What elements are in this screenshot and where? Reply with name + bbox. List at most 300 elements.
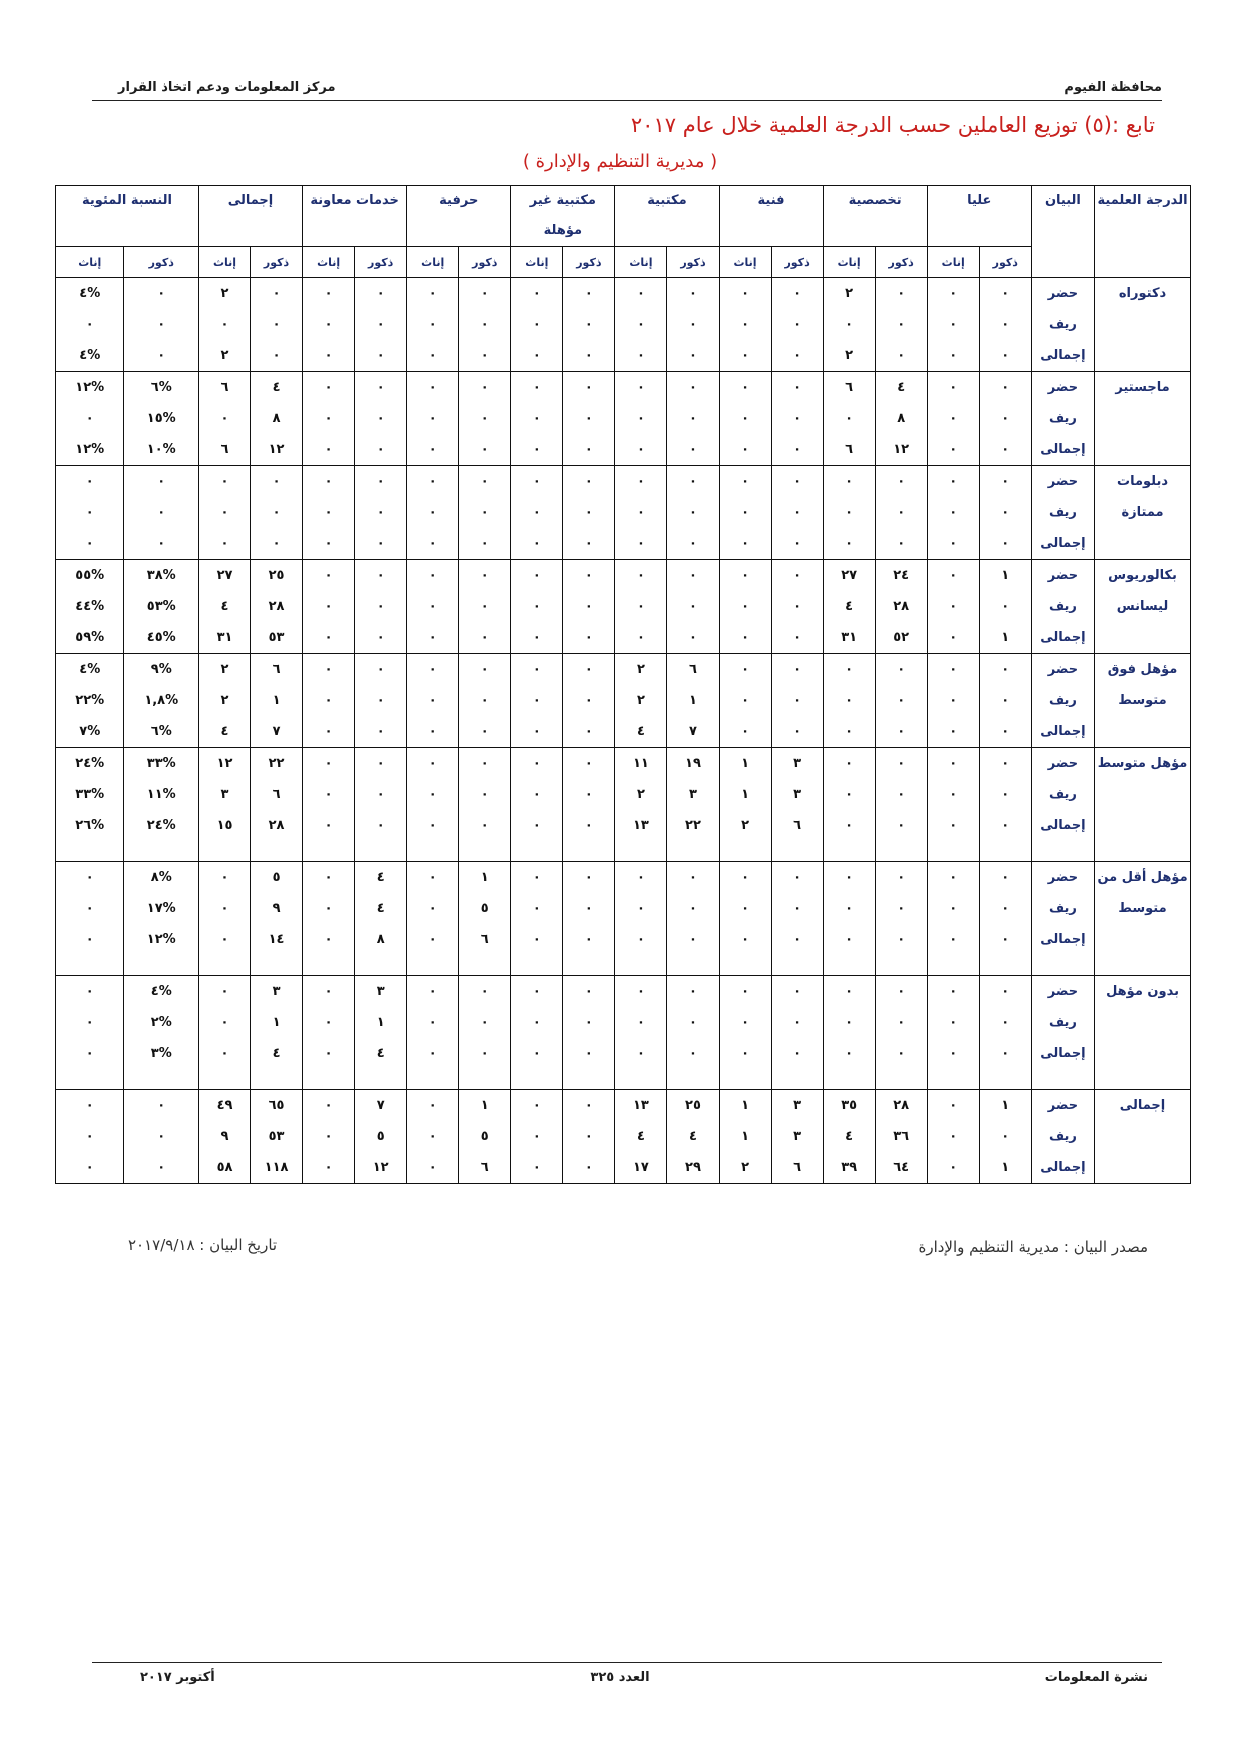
value: ٠: [1001, 474, 1010, 489]
value: ٠: [636, 870, 645, 885]
value-cell: [251, 748, 303, 862]
value: ٠: [1001, 286, 1010, 301]
value-cell: [56, 278, 124, 372]
value: ٢: [636, 662, 645, 677]
value: %١٢: [75, 380, 105, 395]
value: ٠: [324, 1098, 333, 1113]
header-center: مركز المعلومات ودعم اتخاذ القرار: [118, 80, 336, 95]
value: ٠: [324, 724, 333, 739]
value: ٠: [636, 348, 645, 363]
value: ٢٤: [893, 568, 910, 583]
value-cell: [124, 372, 199, 466]
value: ٤: [376, 901, 385, 916]
value-cell: [979, 976, 1031, 1090]
value: ٠: [949, 348, 958, 363]
value: ٠: [324, 1015, 333, 1030]
value-cell: [459, 278, 511, 372]
value: ٠: [480, 380, 489, 395]
statement-cell: [1031, 976, 1094, 1090]
value: ٠: [689, 568, 697, 583]
value: ٠: [220, 901, 229, 916]
value: ٠: [584, 1160, 593, 1175]
value: %٦: [150, 724, 172, 739]
value: ٠: [584, 818, 593, 833]
value: ١: [1001, 630, 1010, 645]
value-cell: [198, 862, 250, 976]
value: ١٢: [893, 442, 910, 457]
value: %٣٣: [75, 787, 105, 802]
value-cell: [563, 560, 615, 654]
value: ٠: [376, 536, 385, 551]
value: ٠: [741, 348, 749, 363]
value: ٠: [324, 662, 333, 677]
value-cell: [511, 862, 563, 976]
value: ٠: [897, 1046, 906, 1061]
value: ١٧: [632, 1160, 649, 1175]
value: ٠: [689, 901, 697, 916]
value: %٥٣: [146, 599, 176, 614]
value: ٨: [897, 411, 906, 426]
value-cell: [56, 862, 124, 976]
value: ٠: [584, 787, 593, 802]
value: ٠: [480, 787, 489, 802]
value: ٦: [220, 442, 229, 457]
value: ٠: [636, 568, 645, 583]
degree-cell: مؤهل أقل من متوسط: [1095, 862, 1191, 976]
value-cell: [459, 862, 511, 976]
value-cell: [303, 748, 355, 862]
group-header: إجمالى: [198, 186, 302, 247]
value: ١٣: [632, 818, 649, 833]
group-header: تخصصية: [823, 186, 927, 247]
value-cell: [771, 560, 823, 654]
value: %٤٥: [146, 630, 176, 645]
value-cell: [979, 466, 1031, 560]
value-cell: [303, 466, 355, 560]
value: ٠: [793, 286, 802, 301]
value-cell: [124, 278, 199, 372]
value: ٠: [532, 724, 541, 739]
value: ٤٩: [216, 1098, 233, 1113]
value: ٠: [845, 317, 854, 332]
value: ٢: [220, 693, 229, 708]
value: ٠: [532, 442, 541, 457]
value: ٠: [324, 984, 333, 999]
value: ٦: [480, 1160, 489, 1175]
subheader-cell: إناث: [56, 247, 124, 278]
value: ٦: [689, 662, 697, 677]
value: %٣٣: [146, 756, 176, 771]
value: ٠: [1001, 442, 1010, 457]
value-cell: [979, 862, 1031, 976]
table-row: [56, 560, 1191, 654]
value: ٠: [428, 1046, 437, 1061]
value: ٠: [376, 474, 385, 489]
value-cell: [251, 560, 303, 654]
statement-label: حضر: [1047, 286, 1079, 301]
value: ٠: [85, 317, 94, 332]
table-row: [56, 654, 1191, 748]
value-cell: [979, 560, 1031, 654]
value: ٠: [741, 286, 749, 301]
value-cell: [407, 372, 459, 466]
value: ٠: [845, 984, 854, 999]
statement-label: حضر: [1047, 380, 1079, 395]
value: ٣٥: [841, 1098, 858, 1113]
value: ٣: [793, 1129, 802, 1144]
value: ٠: [636, 380, 645, 395]
subheader-cell: إناث: [407, 247, 459, 278]
value: ٠: [584, 380, 593, 395]
value-cell: [719, 748, 771, 862]
statement-cell: [1031, 748, 1094, 862]
value: ٠: [1001, 984, 1010, 999]
value-cell: [823, 372, 875, 466]
value: %٢: [150, 1015, 172, 1030]
value: ٠: [845, 756, 854, 771]
value: ٠: [324, 599, 333, 614]
value: ٠: [1001, 724, 1010, 739]
statement-label: ريف: [1049, 1129, 1077, 1144]
value: ٠: [584, 724, 593, 739]
value: ٠: [636, 317, 645, 332]
statement-label: إجمالى: [1040, 1160, 1086, 1175]
value-cell: [459, 654, 511, 748]
value: ١: [741, 787, 749, 802]
value: ٠: [949, 599, 958, 614]
value-cell: [198, 654, 250, 748]
value: ٠: [532, 1129, 541, 1144]
value: ٠: [897, 932, 906, 947]
value-cell: [563, 372, 615, 466]
value: ٠: [324, 536, 333, 551]
value: ٣: [793, 1098, 802, 1113]
value: ٠: [741, 505, 749, 520]
value-cell: [56, 654, 124, 748]
value-cell: [875, 466, 927, 560]
value: ٠: [1001, 536, 1010, 551]
subheader-row: [56, 247, 1191, 278]
value: ١: [741, 1129, 749, 1144]
value: ٠: [793, 505, 802, 520]
value-cell: [615, 976, 667, 1090]
value: ٢: [220, 662, 229, 677]
value: ٠: [793, 1015, 802, 1030]
value: ٠: [1001, 599, 1010, 614]
value: ٠: [845, 536, 854, 551]
value: ٠: [741, 1046, 749, 1061]
value: ٠: [845, 474, 854, 489]
value: ٠: [272, 505, 281, 520]
value: ٠: [584, 317, 593, 332]
value: ٣: [272, 984, 281, 999]
value: ٠: [949, 787, 958, 802]
group-header: عليا: [927, 186, 1031, 247]
value: ٠: [428, 536, 437, 551]
value: ٢: [636, 693, 645, 708]
value: ٠: [584, 505, 593, 520]
value-cell: [459, 1090, 511, 1184]
value: ٠: [428, 1129, 437, 1144]
table-row: [56, 372, 1191, 466]
value: ٤: [689, 1129, 697, 1144]
value: ٠: [157, 1160, 166, 1175]
value-cell: [511, 560, 563, 654]
value: ٠: [689, 505, 697, 520]
value: ٠: [220, 1046, 229, 1061]
value: ٠: [949, 630, 958, 645]
value: ٠: [324, 787, 333, 802]
value-cell: [303, 862, 355, 976]
value: ٠: [793, 724, 802, 739]
value: ٠: [689, 536, 697, 551]
value: ٨: [376, 932, 385, 947]
value: ٤: [845, 1129, 854, 1144]
value: ٦: [793, 818, 802, 833]
value: ٢: [220, 286, 229, 301]
value: ٠: [584, 286, 593, 301]
value: ٠: [584, 662, 593, 677]
value: ٠: [689, 380, 697, 395]
value-cell: [198, 1090, 250, 1184]
value: ٠: [636, 505, 645, 520]
value-cell: [927, 976, 979, 1090]
value: ٠: [845, 870, 854, 885]
value: ٢: [845, 348, 854, 363]
value: ٢٧: [216, 568, 233, 583]
statement-label: ريف: [1049, 505, 1077, 520]
value: ٠: [949, 1046, 958, 1061]
value: ٥٣: [268, 1129, 285, 1144]
value: %٥٩: [75, 630, 105, 645]
value-cell: [615, 278, 667, 372]
value: ٠: [741, 693, 749, 708]
value-cell: [459, 466, 511, 560]
value: ٠: [532, 984, 541, 999]
value: ٣: [793, 756, 802, 771]
value: ٠: [480, 984, 489, 999]
value-cell: [667, 976, 719, 1090]
value: ٠: [532, 662, 541, 677]
statement-label: إجمالى: [1040, 630, 1086, 645]
value: ٠: [897, 536, 906, 551]
value: ٠: [949, 1160, 958, 1175]
value: ٠: [324, 818, 333, 833]
value: ٠: [636, 286, 645, 301]
value: ٠: [480, 286, 489, 301]
value: ٠: [157, 348, 166, 363]
value: ٠: [636, 1046, 645, 1061]
value: ٠: [689, 348, 697, 363]
statement-label: ريف: [1049, 901, 1077, 916]
value-cell: [615, 372, 667, 466]
value: ٦: [220, 380, 229, 395]
statement-label: ريف: [1049, 1015, 1077, 1030]
value-cell: [56, 1090, 124, 1184]
value-cell: [407, 748, 459, 862]
value: ٠: [532, 693, 541, 708]
value-cell: [719, 976, 771, 1090]
value-cell: [719, 466, 771, 560]
value: %٥٥: [75, 568, 105, 583]
value: ٦: [480, 932, 489, 947]
value-cell: [124, 654, 199, 748]
value: ٠: [741, 984, 749, 999]
value-cell: [927, 278, 979, 372]
value: ٠: [157, 536, 166, 551]
value: ٠: [845, 932, 854, 947]
value: ٠: [793, 870, 802, 885]
value-cell: [198, 976, 250, 1090]
value: ٠: [532, 599, 541, 614]
value: ٣٦: [893, 1129, 910, 1144]
table-body: [56, 278, 1191, 1184]
value: ٠: [949, 1098, 958, 1113]
value: ٠: [324, 568, 333, 583]
value: ٠: [376, 630, 385, 645]
value: %١,٨: [144, 693, 179, 708]
value: ٠: [324, 756, 333, 771]
value: ٠: [157, 286, 166, 301]
value-cell: [303, 654, 355, 748]
value: ٠: [532, 286, 541, 301]
value-cell: [198, 278, 250, 372]
value-cell: [56, 372, 124, 466]
value-cell: [303, 278, 355, 372]
degree-cell: دبلومات ممتازة: [1095, 466, 1191, 560]
statement-cell: [1031, 862, 1094, 976]
value-cell: [875, 560, 927, 654]
value: ٠: [324, 630, 333, 645]
value: ٠: [897, 756, 906, 771]
value: ٠: [689, 599, 697, 614]
group-header: خدمات معاونة: [303, 186, 407, 247]
value: %١٥: [146, 411, 176, 426]
footer-date: أكتوبر ٢٠١٧: [140, 1670, 215, 1685]
value: ١٢: [268, 442, 285, 457]
value: ٠: [949, 984, 958, 999]
value: ٠: [689, 317, 697, 332]
value: ٠: [376, 756, 385, 771]
value: ١٩: [685, 756, 701, 771]
value: ٠: [532, 818, 541, 833]
value: ١: [272, 693, 281, 708]
value: %١٢: [146, 932, 176, 947]
value: %١٧: [146, 901, 176, 916]
value: ٢٢: [685, 818, 701, 833]
value: ٠: [532, 568, 541, 583]
value: %٦: [150, 380, 172, 395]
subheader-cell: إناث: [615, 247, 667, 278]
value: ٥: [376, 1129, 385, 1144]
value-cell: [355, 278, 407, 372]
value: ٣: [793, 787, 802, 802]
value: ٠: [324, 693, 333, 708]
statement-label: حضر: [1047, 756, 1079, 771]
value: ٦: [272, 787, 281, 802]
value: ٠: [897, 870, 906, 885]
value: ٠: [532, 348, 541, 363]
value: ٠: [793, 630, 802, 645]
value: ٥: [480, 1129, 489, 1144]
value: ٤: [636, 1129, 645, 1144]
value-cell: [563, 862, 615, 976]
value-cell: [563, 976, 615, 1090]
value-cell: [459, 748, 511, 862]
value: ٠: [376, 787, 385, 802]
value: ٠: [480, 818, 489, 833]
value: ٠: [741, 317, 749, 332]
value-cell: [823, 466, 875, 560]
value: ٠: [480, 568, 489, 583]
value-cell: [355, 1090, 407, 1184]
value: ٢٩: [685, 1160, 701, 1175]
value: ٠: [584, 870, 593, 885]
value: ٠: [532, 932, 541, 947]
subheader-cell: إناث: [823, 247, 875, 278]
value: ٠: [584, 630, 593, 645]
value: ٣١: [841, 630, 858, 645]
value-cell: [251, 466, 303, 560]
value: %٩: [150, 662, 172, 677]
value: ٠: [584, 536, 593, 551]
value: ٠: [480, 411, 489, 426]
value: ٦: [845, 380, 854, 395]
value: ١: [689, 693, 697, 708]
value: ٠: [428, 317, 437, 332]
value-cell: [198, 748, 250, 862]
subheader-cell: ذكور: [124, 247, 199, 278]
value: ٠: [584, 474, 593, 489]
value: ٠: [793, 693, 802, 708]
value: ٠: [689, 474, 697, 489]
value: ٣١: [216, 630, 233, 645]
value: %١٠: [146, 442, 176, 457]
value: ١: [480, 870, 489, 885]
value: ٤: [272, 380, 281, 395]
value: ٠: [1001, 818, 1010, 833]
value: ٠: [584, 932, 593, 947]
statement-cell: [1031, 372, 1094, 466]
value-cell: [56, 466, 124, 560]
value-cell: [355, 466, 407, 560]
value: %٤: [79, 662, 101, 677]
value: ٠: [324, 442, 333, 457]
group-header: مكتبية: [615, 186, 719, 247]
value: ٠: [376, 286, 385, 301]
value-cell: [771, 1090, 823, 1184]
value: ٠: [1001, 787, 1010, 802]
value: ٠: [741, 662, 749, 677]
value: ١٤: [268, 932, 285, 947]
value-cell: [979, 278, 1031, 372]
value-cell: [198, 372, 250, 466]
value: ٠: [741, 411, 749, 426]
value: ٠: [324, 505, 333, 520]
value: ٠: [428, 380, 437, 395]
value-cell: [927, 654, 979, 748]
degree-cell: بكالوريوس ليسانس: [1095, 560, 1191, 654]
value: ٠: [949, 474, 958, 489]
value-cell: [511, 1090, 563, 1184]
value: ٠: [1001, 348, 1010, 363]
value: ٠: [1001, 380, 1010, 395]
value: ٠: [532, 1160, 541, 1175]
value: ١٢: [372, 1160, 389, 1175]
value: ٠: [85, 870, 94, 885]
value-cell: [563, 654, 615, 748]
statement-label: إجمالى: [1040, 536, 1086, 551]
